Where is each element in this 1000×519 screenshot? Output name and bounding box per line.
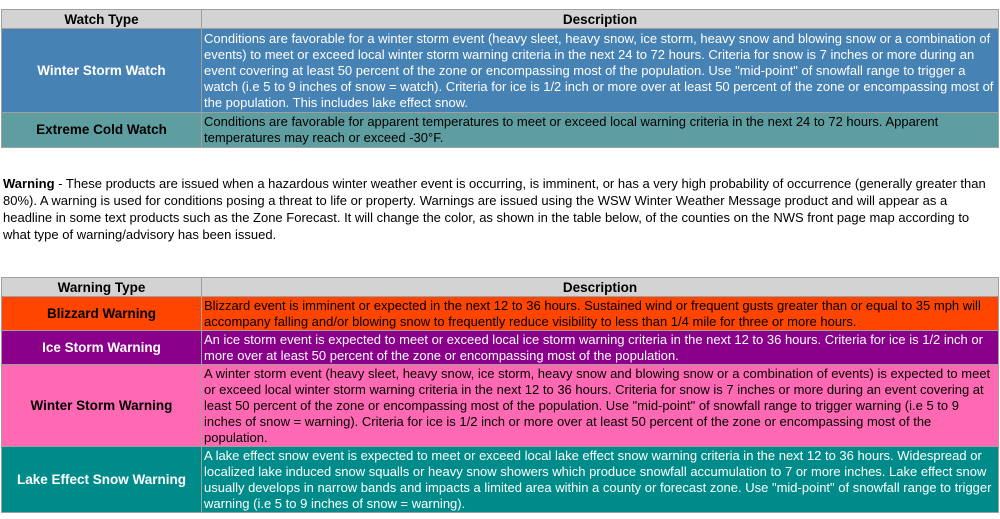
warning-type-header: Warning Type	[2, 278, 202, 297]
warning-table	[1, 277, 999, 513]
warning-type-cell: Blizzard Warning	[2, 297, 202, 331]
watch-description-header: Description	[202, 10, 999, 29]
watch-description-cell: Conditions are favorable for a winter storm event (heavy sleet, heavy snow, ice storm, heavy snow and blowing snow or a combination of events) to meet or exceed local winter storm warning criteria in the next 24 to 72 hours. Criteria for snow is 7 inches or more during an event covering at least 50 percent of the zone or encompassing most of the population. Use "mid-point" of snowfall range to trigger a watch (i.e 5 to 9 inches of snow = watch). Criteria for ice is 1/2 inch or more over at least 50 percent of the zone or encompassing most of the population. This includes lake effect snow.	[202, 29, 999, 113]
warning-description-cell: A lake effect snow event is expected to meet or exceed local lake effect snow warning criteria in the next 12 to 36 hours. Widespread or localized lake induced snow squalls or heavy snow showers which produce snowfall accumulation to 7 or more inches. Lake effect snow usually develops in narrow bands and impacts a limited area within a county or forecast zone. Use "mid-point" of snowfall range to trigger warning (i.e 5 to 9 inches of snow = warning).	[202, 447, 999, 513]
warning-row-ice-storm	[2, 331, 999, 365]
warning-row-winter-storm	[2, 365, 999, 447]
watch-row-extreme-cold	[2, 113, 999, 148]
warning-description-header: Description	[202, 278, 999, 297]
warning-table-header-row	[2, 278, 999, 297]
warning-definition-paragraph	[3, 175, 993, 243]
watch-description-cell: Conditions are favorable for apparent temperatures to meet or exceed local warning criteria in the next 24 to 72 hours. Apparent temperatures may reach or exceed -30°F.	[202, 113, 999, 148]
warning-description-cell: A winter storm event (heavy sleet, heavy snow, ice storm, heavy snow and blowing snow or a combination of events) is expected to meet or exceed local winter storm warning criteria in the next 12 to 36 hours. Criteria for snow is 7 inches or more during an event covering at least 50 percent of the zone or encompassing most of the population. Use "mid-point" of snowfall range to trigger warning (i.e 5 to 9 inches of snow = warning). Criteria for ice is 1/2 inch or more over at least 50 percent of the zone or encompassing most of the population.	[202, 365, 999, 447]
watch-row-winter-storm	[2, 29, 999, 113]
warning-row-lake-effect-snow	[2, 447, 999, 513]
watch-table-header-row	[2, 10, 999, 29]
warning-type-cell: Winter Storm Warning	[2, 365, 202, 447]
warning-row-blizzard	[2, 297, 999, 331]
warning-term: Warning	[3, 176, 55, 191]
warning-definition-text: - These products are issued when a hazardous winter weather event is occurring, is imminent, or has a very high probability of occurrence (generally greater than 80%). A warning is used for conditions posing a threat to life or property. Warnings are issued using the WSW Winter Weather Message product and will appear as a headline in some text products such as the Zone Forecast. It will change the color, as shown in the table below, of the counties on the NWS front page map according to what type of warning/advisory has been issued.	[3, 176, 986, 242]
watch-type-header: Watch Type	[2, 10, 202, 29]
warning-type-cell: Ice Storm Warning	[2, 331, 202, 365]
warning-type-cell: Lake Effect Snow Warning	[2, 447, 202, 513]
watch-type-cell: Winter Storm Watch	[2, 29, 202, 113]
warning-description-cell: An ice storm event is expected to meet or exceed local ice storm warning criteria in the next 12 to 36 hours. Criteria for ice is 1/2 inch or more over at least 50 percent of the zone or encompassing most of the population.	[202, 331, 999, 365]
watch-type-cell: Extreme Cold Watch	[2, 113, 202, 148]
watch-table	[1, 9, 999, 148]
warning-description-cell: Blizzard event is imminent or expected in the next 12 to 36 hours. Sustained wind or frequent gusts greater than or equal to 35 mph will accompany falling and/or blowing snow to frequently reduce visibility to less than 1/4 mile for three or more hours.	[202, 297, 999, 331]
